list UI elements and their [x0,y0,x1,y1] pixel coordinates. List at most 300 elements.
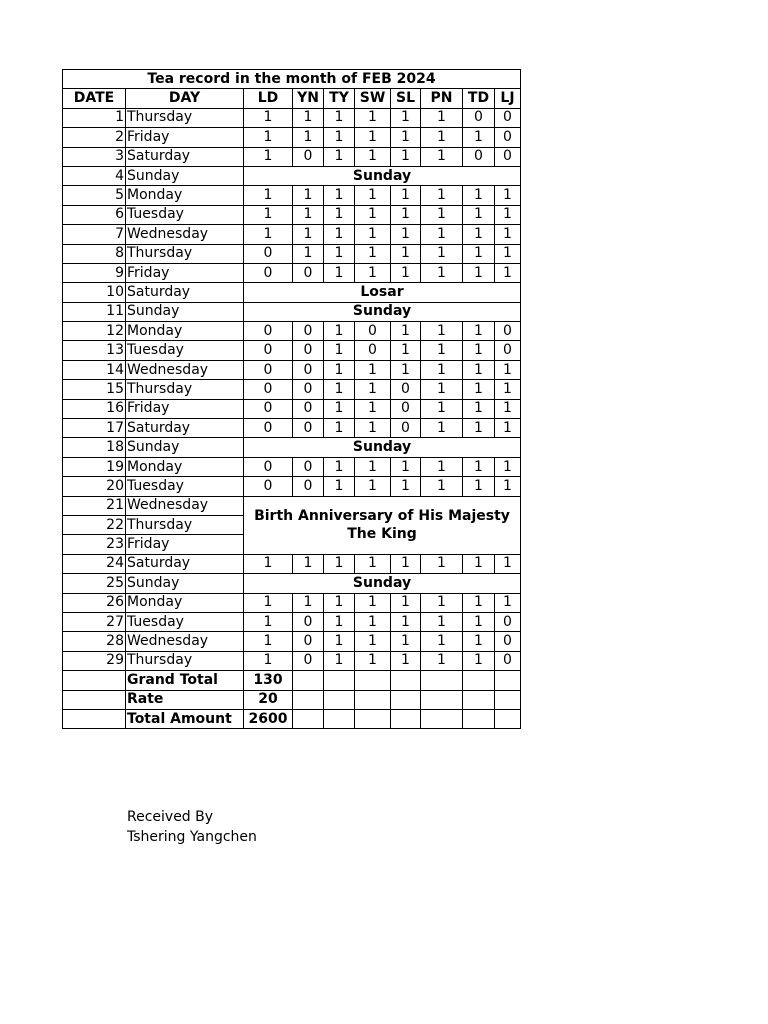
tea-count-sl: 1 [391,477,421,496]
tea-count-lj: 0 [495,322,521,341]
date-cell: 7 [63,225,126,244]
tea-count-ty: 1 [324,322,355,341]
tea-count-ty: 1 [324,341,355,360]
column-header-date: DATE [63,89,126,108]
tea-count-sl: 1 [391,186,421,205]
tea-record-table [62,69,521,729]
day-cell: Saturday [126,554,244,573]
tea-count-ty: 1 [324,205,355,224]
tea-count-lj: 0 [495,651,521,670]
tea-count-sl: 1 [391,632,421,651]
tea-count-sw: 1 [355,128,391,147]
tea-count-lj: 1 [495,186,521,205]
column-header-ty: TY [324,89,355,108]
tea-count-sl: 0 [391,380,421,399]
day-cell: Thursday [126,108,244,127]
table-row [63,438,521,457]
empty-cell [324,671,355,690]
holiday-label: Sunday [244,302,521,321]
date-cell: 22 [63,515,126,534]
column-header-ld: LD [244,89,293,108]
table-row [63,380,521,399]
tea-count-sl: 1 [391,225,421,244]
empty-cell [63,671,126,690]
date-cell: 19 [63,457,126,476]
tea-count-td: 1 [463,244,495,263]
tea-count-sl: 1 [391,554,421,573]
empty-cell [324,690,355,709]
tea-count-ty: 1 [324,128,355,147]
tea-count-sw: 0 [355,322,391,341]
tea-count-yn: 0 [293,632,324,651]
tea-count-sw: 1 [355,147,391,166]
column-header-td: TD [463,89,495,108]
tea-count-ty: 1 [324,477,355,496]
tea-count-lj: 0 [495,341,521,360]
table-row [63,283,521,302]
day-cell: Tuesday [126,477,244,496]
tea-count-ty: 1 [324,593,355,612]
tea-count-ty: 1 [324,108,355,127]
tea-count-sw: 1 [355,457,391,476]
tea-count-lj: 1 [495,205,521,224]
tea-count-lj: 0 [495,147,521,166]
day-cell: Monday [126,186,244,205]
date-cell: 16 [63,399,126,418]
summary-value: 130 [244,671,293,690]
table-row [63,457,521,476]
date-cell: 10 [63,283,126,302]
tea-count-yn: 0 [293,341,324,360]
tea-count-yn: 0 [293,380,324,399]
summary-row [63,690,521,709]
tea-count-td: 1 [463,419,495,438]
table-row [63,302,521,321]
table-row [63,147,521,166]
empty-cell [463,709,495,728]
tea-count-yn: 0 [293,147,324,166]
tea-count-ty: 1 [324,419,355,438]
tea-count-sw: 1 [355,244,391,263]
table-row [63,108,521,127]
tea-count-sl: 0 [391,399,421,418]
tea-count-ty: 1 [324,244,355,263]
tea-count-pn: 1 [421,108,463,127]
date-cell: 4 [63,166,126,185]
date-cell: 20 [63,477,126,496]
tea-count-sl: 1 [391,205,421,224]
tea-count-sl: 1 [391,244,421,263]
empty-cell [495,671,521,690]
tea-count-sl: 1 [391,593,421,612]
tea-count-sl: 1 [391,128,421,147]
tea-count-lj: 0 [495,108,521,127]
day-cell: Wednesday [126,496,244,515]
date-cell: 13 [63,341,126,360]
tea-count-td: 1 [463,322,495,341]
received-by-label: Received By [127,809,214,825]
tea-count-yn: 0 [293,457,324,476]
tea-count-pn: 1 [421,419,463,438]
table-row [63,186,521,205]
table-row [63,554,521,573]
tea-count-sw: 1 [355,632,391,651]
tea-count-yn: 0 [293,477,324,496]
tea-count-yn: 1 [293,554,324,573]
day-cell: Friday [126,263,244,282]
summary-value: 20 [244,690,293,709]
day-cell: Monday [126,322,244,341]
table-title: Tea record in the month of FEB 2024 [63,70,521,89]
empty-cell [355,671,391,690]
tea-count-ld: 1 [244,554,293,573]
tea-count-sw: 1 [355,186,391,205]
tea-count-yn: 0 [293,263,324,282]
column-header-sl: SL [391,89,421,108]
table-row [63,244,521,263]
tea-count-ld: 0 [244,244,293,263]
tea-count-ty: 1 [324,399,355,418]
tea-count-ld: 0 [244,457,293,476]
column-header-day: DAY [126,89,244,108]
empty-cell [355,690,391,709]
empty-cell [324,709,355,728]
tea-count-pn: 1 [421,457,463,476]
tea-count-sw: 1 [355,477,391,496]
holiday-label: Losar [244,283,521,302]
tea-count-sw: 1 [355,263,391,282]
tea-count-lj: 1 [495,380,521,399]
tea-count-td: 1 [463,360,495,379]
tea-count-ty: 1 [324,147,355,166]
summary-row [63,709,521,728]
empty-cell [293,671,324,690]
holiday-label: Sunday [244,166,521,185]
date-cell: 2 [63,128,126,147]
day-cell: Wednesday [126,225,244,244]
tea-count-yn: 1 [293,244,324,263]
tea-count-ty: 1 [324,612,355,631]
holiday-label: Sunday [244,438,521,457]
date-cell: 8 [63,244,126,263]
empty-cell [463,690,495,709]
empty-cell [293,690,324,709]
tea-count-ld: 0 [244,477,293,496]
tea-count-ty: 1 [324,651,355,670]
tea-count-pn: 1 [421,593,463,612]
tea-count-lj: 1 [495,554,521,573]
title-row [63,70,521,89]
tea-count-ld: 0 [244,399,293,418]
tea-count-yn: 1 [293,128,324,147]
day-cell: Saturday [126,147,244,166]
date-cell: 21 [63,496,126,515]
empty-cell [391,690,421,709]
tea-count-lj: 1 [495,419,521,438]
tea-count-pn: 1 [421,205,463,224]
tea-count-td: 1 [463,128,495,147]
day-cell: Thursday [126,515,244,534]
tea-count-sw: 1 [355,380,391,399]
empty-cell [355,709,391,728]
column-header-sw: SW [355,89,391,108]
tea-count-td: 1 [463,593,495,612]
tea-count-ld: 0 [244,419,293,438]
day-cell: Tuesday [126,612,244,631]
table-row [63,263,521,282]
header-row [63,89,521,108]
tea-count-td: 1 [463,341,495,360]
tea-count-ld: 1 [244,108,293,127]
day-cell: Wednesday [126,360,244,379]
tea-count-ld: 1 [244,205,293,224]
tea-count-lj: 1 [495,593,521,612]
table-row [63,322,521,341]
tea-count-pn: 1 [421,380,463,399]
day-cell: Thursday [126,651,244,670]
tea-count-sl: 1 [391,147,421,166]
tea-count-pn: 1 [421,186,463,205]
day-cell: Sunday [126,302,244,321]
tea-count-ty: 1 [324,360,355,379]
tea-count-sw: 1 [355,399,391,418]
tea-count-sw: 1 [355,360,391,379]
table-row [63,496,521,515]
tea-count-ld: 0 [244,380,293,399]
tea-count-sl: 1 [391,322,421,341]
tea-count-sl: 1 [391,360,421,379]
table-row [63,128,521,147]
tea-count-pn: 1 [421,612,463,631]
tea-count-td: 1 [463,399,495,418]
tea-count-ty: 1 [324,457,355,476]
tea-count-ty: 1 [324,380,355,399]
tea-count-ld: 1 [244,612,293,631]
tea-count-pn: 1 [421,360,463,379]
tea-count-lj: 1 [495,244,521,263]
tea-count-ld: 1 [244,225,293,244]
table-row [63,612,521,631]
day-cell: Sunday [126,166,244,185]
date-cell: 27 [63,612,126,631]
empty-cell [421,709,463,728]
summary-value: 2600 [244,709,293,728]
table-row [63,477,521,496]
tea-count-lj: 1 [495,477,521,496]
empty-cell [63,690,126,709]
date-cell: 11 [63,302,126,321]
receiver-name: Tshering Yangchen [127,829,257,845]
tea-count-ld: 1 [244,593,293,612]
tea-count-yn: 1 [293,225,324,244]
summary-row [63,671,521,690]
day-cell: Saturday [126,419,244,438]
tea-count-ty: 1 [324,632,355,651]
tea-count-yn: 0 [293,322,324,341]
tea-count-lj: 0 [495,128,521,147]
date-cell: 18 [63,438,126,457]
tea-count-td: 1 [463,612,495,631]
table-row [63,651,521,670]
tea-count-ty: 1 [324,263,355,282]
table-row [63,574,521,593]
tea-count-td: 1 [463,554,495,573]
column-header-lj: LJ [495,89,521,108]
table-row [63,166,521,185]
tea-count-sw: 1 [355,225,391,244]
tea-count-yn: 0 [293,651,324,670]
table-row [63,593,521,612]
empty-cell [63,709,126,728]
table-row [63,419,521,438]
tea-count-td: 1 [463,477,495,496]
table-row [63,360,521,379]
tea-count-td: 0 [463,147,495,166]
table-row [63,225,521,244]
tea-count-td: 1 [463,651,495,670]
tea-count-pn: 1 [421,477,463,496]
tea-count-td: 0 [463,108,495,127]
summary-label: Rate [126,690,244,709]
tea-count-sw: 1 [355,651,391,670]
day-cell: Tuesday [126,341,244,360]
date-cell: 6 [63,205,126,224]
tea-count-ld: 1 [244,632,293,651]
tea-count-ty: 1 [324,186,355,205]
tea-count-pn: 1 [421,651,463,670]
tea-count-sl: 1 [391,651,421,670]
tea-count-sl: 0 [391,419,421,438]
date-cell: 15 [63,380,126,399]
day-cell: Sunday [126,438,244,457]
tea-count-sw: 1 [355,419,391,438]
empty-cell [495,709,521,728]
tea-count-lj: 0 [495,632,521,651]
day-cell: Tuesday [126,205,244,224]
tea-count-ld: 1 [244,651,293,670]
tea-count-lj: 1 [495,399,521,418]
date-cell: 5 [63,186,126,205]
tea-count-ld: 1 [244,186,293,205]
record-body [63,108,521,729]
date-cell: 14 [63,360,126,379]
tea-count-yn: 0 [293,399,324,418]
tea-count-pn: 1 [421,128,463,147]
tea-count-sw: 1 [355,205,391,224]
tea-count-sw: 1 [355,554,391,573]
day-cell: Monday [126,593,244,612]
tea-count-td: 1 [463,457,495,476]
day-cell: Thursday [126,244,244,263]
tea-count-pn: 1 [421,322,463,341]
tea-count-sl: 1 [391,108,421,127]
tea-count-ty: 1 [324,225,355,244]
tea-count-lj: 1 [495,457,521,476]
tea-count-td: 1 [463,263,495,282]
tea-count-yn: 1 [293,108,324,127]
tea-count-ld: 0 [244,322,293,341]
tea-count-sl: 1 [391,263,421,282]
tea-count-pn: 1 [421,244,463,263]
tea-count-pn: 1 [421,632,463,651]
tea-count-ld: 0 [244,263,293,282]
date-cell: 17 [63,419,126,438]
date-cell: 26 [63,593,126,612]
empty-cell [391,709,421,728]
tea-count-ld: 0 [244,341,293,360]
tea-count-pn: 1 [421,147,463,166]
table-row [63,205,521,224]
tea-count-yn: 0 [293,612,324,631]
day-cell: Friday [126,535,244,554]
summary-label: Grand Total [126,671,244,690]
summary-label: Total Amount [126,709,244,728]
tea-count-yn: 1 [293,205,324,224]
tea-count-ty: 1 [324,554,355,573]
tea-count-sw: 0 [355,341,391,360]
tea-count-td: 1 [463,186,495,205]
tea-count-pn: 1 [421,225,463,244]
date-cell: 9 [63,263,126,282]
date-cell: 29 [63,651,126,670]
column-header-pn: PN [421,89,463,108]
tea-count-ld: 0 [244,360,293,379]
day-cell: Monday [126,457,244,476]
table-row [63,632,521,651]
tea-count-ld: 1 [244,147,293,166]
empty-cell [293,709,324,728]
column-header-yn: YN [293,89,324,108]
empty-cell [495,690,521,709]
date-cell: 12 [63,322,126,341]
tea-count-sl: 1 [391,612,421,631]
tea-count-yn: 0 [293,419,324,438]
tea-count-yn: 0 [293,360,324,379]
tea-count-pn: 1 [421,341,463,360]
tea-count-sl: 1 [391,341,421,360]
tea-count-sw: 1 [355,108,391,127]
day-cell: Saturday [126,283,244,302]
day-cell: Friday [126,399,244,418]
tea-count-lj: 1 [495,263,521,282]
tea-count-td: 1 [463,380,495,399]
day-cell: Friday [126,128,244,147]
empty-cell [421,690,463,709]
tea-count-ld: 1 [244,128,293,147]
signature-block [127,807,257,847]
date-cell: 24 [63,554,126,573]
tea-count-td: 1 [463,225,495,244]
date-cell: 1 [63,108,126,127]
date-cell: 3 [63,147,126,166]
holiday-label: Sunday [244,574,521,593]
date-cell: 23 [63,535,126,554]
tea-count-td: 1 [463,205,495,224]
tea-count-lj: 0 [495,612,521,631]
date-cell: 25 [63,574,126,593]
empty-cell [421,671,463,690]
empty-cell [463,671,495,690]
tea-count-yn: 1 [293,593,324,612]
day-cell: Sunday [126,574,244,593]
tea-count-sl: 1 [391,457,421,476]
empty-cell [391,671,421,690]
tea-count-lj: 1 [495,360,521,379]
tea-count-td: 1 [463,632,495,651]
tea-count-pn: 1 [421,263,463,282]
day-cell: Thursday [126,380,244,399]
tea-count-pn: 1 [421,554,463,573]
